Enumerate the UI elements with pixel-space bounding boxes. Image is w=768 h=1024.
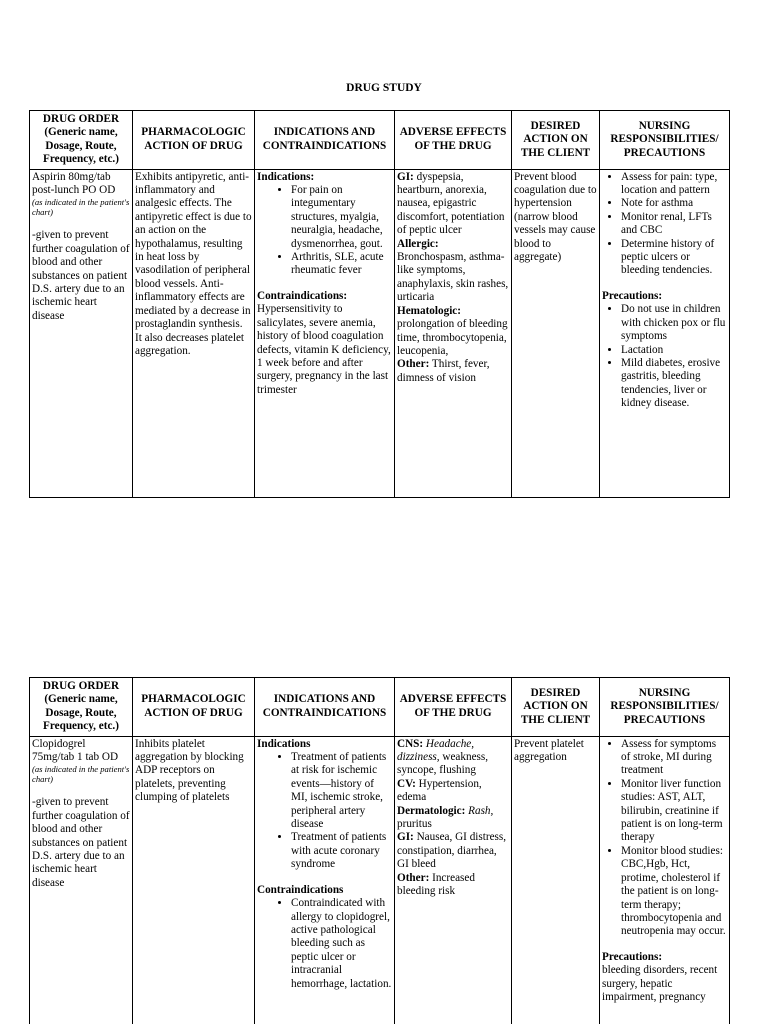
list-item: • Arthritis, SLE, acute rheumatic fever (291, 251, 392, 278)
chart-note: (as indicated in the patient's chart) (32, 764, 130, 785)
cell-pharmacologic-action: Exhibits antipyretic, anti-inflammatory and analgesic effects. The antipyretic effect is due to an action on the hypothalamus, resulting in heat loss by vasodilation of peripheral blood vessels. Anti-inflammatory effects are mediated by a decrease in prostaglandin synthesis. It also decreases platelet aggregation. (133, 169, 255, 497)
list-item: • Monitor blood studies: CBC,Hgb, Hct, protime, cholesterol if the patient is on long-term therapy; thrombocytopenia and neutropenia may occur. (621, 845, 727, 939)
drug-name: Clopidogrel 75mg/tab 1 tab OD (32, 737, 119, 764)
indications-list (257, 184, 392, 278)
table-header-row (30, 678, 730, 737)
drug-reason: -given to prevent further coagulation of blood and other substances on patient D.S. artery due to an ischemic heart disease (32, 796, 130, 889)
dermatologic-text: pruritus (397, 818, 432, 831)
list-item: • Do not use in children with chicken pox or flu symptoms (621, 303, 727, 343)
contraindications-text: Hypersensitivity to salicylates, severe anemia, history of blood coagulation defects, vitamin K deficiency, 1 week before and after surgery, pregnancy in the last trimester (257, 303, 391, 396)
gi-text: Nausea, GI distress, constipation, diarrhea, GI bleed (397, 831, 507, 871)
drug-study-table-aspirin (29, 110, 730, 498)
table-header-row (30, 111, 730, 170)
header-adverse-effects: ADVERSE EFFECTS OF THE DRUG (395, 678, 512, 737)
cell-adverse-effects (395, 169, 512, 497)
list-item: • Assess for symptoms of stroke, MI during treatment (621, 738, 727, 778)
cell-indications (255, 736, 395, 1024)
cell-pharmacologic-action: Inhibits platelet aggregation by blocking ADP receptors on platelets, preventing clumping of platelets (133, 736, 255, 1024)
contraindications-label: Contraindications: (257, 289, 348, 302)
allergic-text: Bronchospasm, asthma-like symptoms, anaphylaxis, skin rashes, urticaria (397, 251, 509, 304)
list-item: • Monitor renal, LFTs and CBC (621, 211, 727, 238)
cell-indications (255, 169, 395, 497)
header-desired-action: DESIRED ACTION ON THE CLIENT (512, 678, 600, 737)
other-label: Other: (397, 358, 430, 371)
precautions-list (602, 303, 727, 410)
header-pharmacologic-action: PHARMACOLOGIC ACTION OF DRUG (133, 678, 255, 737)
header-desired-action: DESIRED ACTION ON THE CLIENT (512, 111, 600, 170)
cv-label: CV: (397, 777, 416, 790)
drug-study-table-clopidogrel (29, 677, 730, 1024)
nursing-list (602, 738, 727, 939)
gi-label: GI: (397, 170, 414, 183)
gi-text: dyspepsia, heartburn, anorexia, nausea, epigastric discomfort, potentiation of peptic ulcer (397, 170, 505, 237)
list-item: • Monitor liver function studies: AST, ALT, bilirubin, creatinine if patient is on long-term therapy (621, 778, 727, 845)
cns-italic-text: Headache, dizziness, (397, 737, 475, 764)
table-row (30, 169, 730, 497)
allergic-label: Allergic: (397, 237, 439, 250)
cns-text: weakness, syncope, flushing (397, 751, 489, 777)
list-item: • Treatment of patients with acute coronary syndrome (291, 831, 392, 871)
list-item: • Mild diabetes, erosive gastritis, bleeding tendencies, liver or kidney disease. (621, 357, 727, 411)
cell-nursing (600, 736, 730, 1024)
cell-desired-action: Prevent blood coagulation due to hypertension (narrow blood vessels may cause blood to aggregate) (512, 169, 600, 497)
contraindications-label: Contraindications (257, 883, 344, 896)
list-item: • For pain on integumentary structures, myalgia, neuralgia, headache, dysmenorrhea, gout. (291, 184, 392, 251)
drug-reason: -given to prevent further coagulation of blood and other substances on patient D.S. artery due to an ischemic heart disease (32, 229, 130, 322)
cell-drug-order (30, 169, 133, 497)
other-label: Other: (397, 871, 430, 884)
dermatologic-label: Dermatologic: (397, 804, 466, 817)
cell-adverse-effects (395, 736, 512, 1024)
gi-label: GI: (397, 831, 414, 844)
list-item: • Determine history of peptic ulcers or bleeding tendencies. (621, 238, 727, 278)
dermatologic-italic-text: Rash, (465, 804, 494, 817)
list-item: • Treatment of patients at risk for ischemic events—history of MI, ischemic stroke, peripheral artery disease (291, 751, 392, 831)
indications-label: Indications: (257, 170, 315, 183)
list-item: • Lactation (621, 344, 727, 357)
table-row (30, 736, 730, 1024)
header-pharmacologic-action: PHARMACOLOGIC ACTION OF DRUG (133, 111, 255, 170)
other-text: Thirst, fever, dimness of vision (397, 358, 490, 384)
chart-note: (as indicated in the patient's chart) (32, 197, 130, 218)
indications-list (257, 751, 392, 872)
list-item: • Note for asthma (621, 197, 727, 210)
document-title: DRUG STUDY (346, 82, 422, 94)
precautions-label: Precautions: (602, 950, 663, 963)
precautions-label: Precautions: (602, 289, 663, 302)
list-item: • Assess for pain: type, location and pattern (621, 171, 727, 198)
drug-name: Aspirin 80mg/tab post-lunch PO OD (32, 170, 116, 197)
header-indications: INDICATIONS AND CONTRAINDICATIONS (255, 678, 395, 737)
hematologic-text: prolongation of bleeding time, thrombocytopenia, leucopenia, (397, 318, 508, 357)
hematologic-label: Hematologic: (397, 304, 461, 317)
cns-label: CNS: (397, 737, 424, 750)
cv-text: Hypertension, edema (397, 777, 482, 804)
nursing-list (602, 171, 727, 278)
other-text: Increased bleeding risk (397, 871, 475, 898)
indications-label: Indications (257, 737, 311, 750)
cell-drug-order (30, 736, 133, 1024)
contraindications-list (257, 897, 392, 991)
header-drug-order: DRUG ORDER (Generic name, Dosage, Route, Frequency, etc.) (30, 678, 133, 737)
header-indications: INDICATIONS AND CONTRAINDICATIONS (255, 111, 395, 170)
header-adverse-effects: ADVERSE EFFECTS OF THE DRUG (395, 111, 512, 170)
precautions-text: bleeding disorders, recent surgery, hepatic impairment, pregnancy (602, 964, 718, 1003)
list-item: • Contraindicated with allergy to clopidogrel, active pathological bleeding such as peptic ulcer or intracranial hemorrhage, lactation. (291, 897, 392, 991)
header-nursing: NURSING RESPONSIBILITIES/ PRECAUTIONS (600, 678, 730, 737)
header-drug-order: DRUG ORDER (Generic name, Dosage, Route, Frequency, etc.) (30, 111, 133, 170)
cell-nursing (600, 169, 730, 497)
header-nursing: NURSING RESPONSIBILITIES/ PRECAUTIONS (600, 111, 730, 170)
cell-desired-action: Prevent platelet aggregation (512, 736, 600, 1024)
